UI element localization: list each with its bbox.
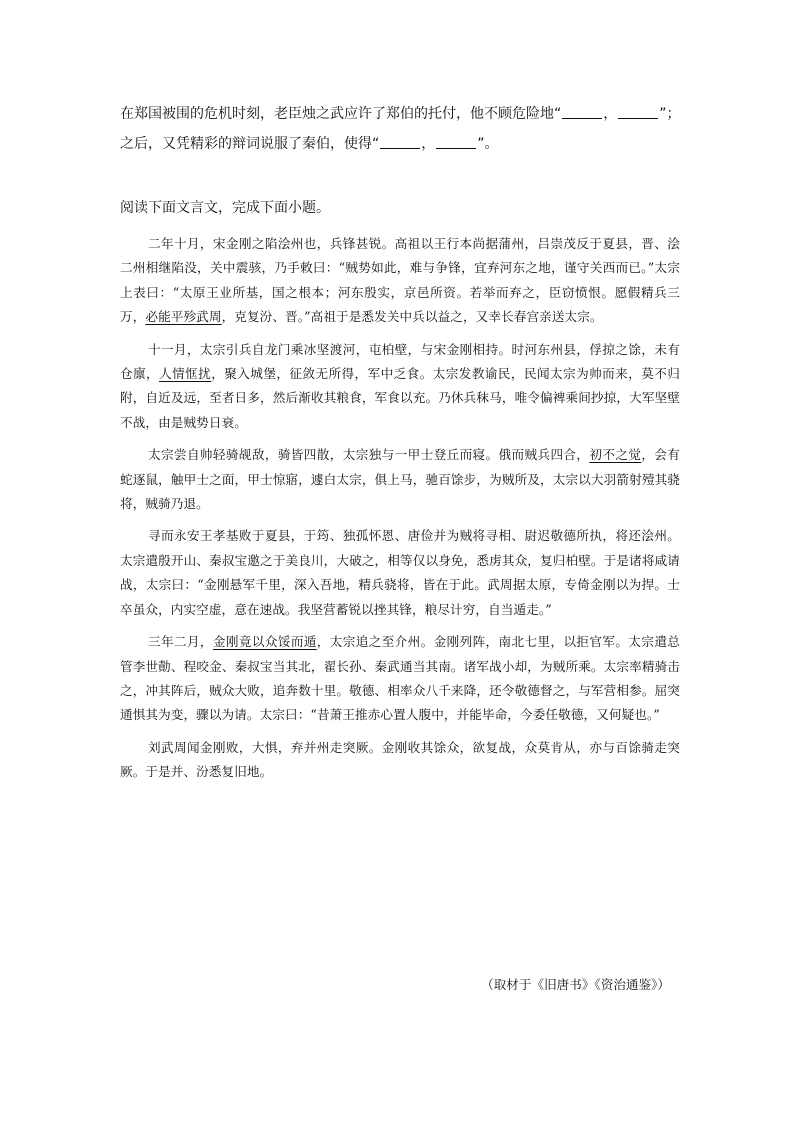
question-line-2-text: 之后，又凭精彩的辩词说服了秦伯，使得“ xyxy=(120,136,380,152)
underlined-phrase-3: 初不之觉 xyxy=(589,447,642,463)
question-line-1-text: 在郑国被围的危机时刻，老臣烛之武应许了郑伯的托付，他不顾危险地“ xyxy=(120,106,562,122)
passage-paragraph-4: 寻而永安王孝基败于夏县，于筠、独孤怀恩、唐俭并为贼将寻相、尉迟敬德所执，将还浍州。太宗遣殷开山、秦叔宝邀之于美良川，大破之，相等仅以身免，悉虏其众，复归柏壁。于是诸将咸请战，太宗曰：“金刚悬军千里，深入吾地，精兵骁将，皆在于此。武周据太原，专倚金刚以为捍。士卒虽众，内实空虚，意在速战。我坚营蓄锐以挫其锋，粮尽计穷，自当遁走。” xyxy=(120,528,680,617)
question-line-2-end: ”。 xyxy=(477,136,499,152)
underlined-phrase-2: 人情恇扰 xyxy=(159,366,212,382)
question-line-1-end: ”； xyxy=(659,106,681,122)
passage-paragraph-6: 刘武周闻金刚败，大惧，弃并州走突厥。金刚收其馀众，欲复战，众莫肯从，亦与百馀骑走突厥。于是并、汾悉复旧地。 xyxy=(120,739,680,780)
classical-chinese-passage xyxy=(120,232,680,793)
reading-instruction: 阅读下面文言文，完成下面小题。 xyxy=(120,200,330,216)
answer-blank-4[interactable] xyxy=(436,135,476,149)
blank-separator: ， xyxy=(421,136,436,152)
passage-paragraph-2: 十一月，太宗引兵自龙门乘冰坚渡河，屯柏壁，与宋金刚相持。时河东州县，俘掠之馀，未有仓廪，人情恇扰，聚入城堡，征敛无所得，军中乏食。太宗发教谕民，民闻太宗为帅而来，莫不归附，自近及远，至者日多，然后渐收其粮食，军食以充。乃休兵秣马，唯令偏裨乘间抄掠，大军坚壁不战，由是贼势日衰。 xyxy=(120,341,680,430)
passage-paragraph-1: 二年十月，宋金刚之陷浍州也，兵锋甚锐。高祖以王行本尚据蒲州，吕崇茂反于夏县，晋、浍二州相继陷没，关中震骇，乃手敕曰：“贼势如此，难与争锋，宜弃河东之地，谨守关西而已。”太宗上表曰：“太原王业所基，国之根本；河东殷实，京邑所资。若举而弃之，臣窃愤恨。愿假精兵三万，必能平殄武周，克复汾、晋。”高祖于是悉发关中兵以益之，又幸长春宫亲送太宗。 xyxy=(120,236,680,325)
answer-blank-3[interactable] xyxy=(380,135,420,149)
passage-paragraph-3: 太宗尝自帅轻骑觇敌，骑皆四散，太宗独与一甲士登丘而寝。俄而贼兵四合，初不之觉，会有蛇逐鼠，触甲士之面，甲士惊寤，遽白太宗，俱上马，驰百馀步，为贼所及，太宗以大羽箭射殪其骁将，贼骑乃退。 xyxy=(120,447,680,512)
answer-blank-2[interactable] xyxy=(618,105,658,119)
passage-paragraph-5: 三年二月，金刚竟以众馁而遁，太宗追之至介州。金刚列阵，南北七里，以拒官军。太宗遣总管李世勣、程咬金、秦叔宝当其北，翟长孙、秦武通当其南。诸军战小却，为贼所乘。太宗率精骑击之，冲其阵后，贼众大败，追奔数十里。敬德、相率众八千来降，还令敬德督之，与军营相参。屈突通惧其为变，骤以为请。太宗曰：“昔萧王推赤心置人腹中，并能毕命，今委任敬德，又何疑也。” xyxy=(120,634,680,723)
fill-blank-question-line-1 xyxy=(120,104,680,124)
answer-blank-1[interactable] xyxy=(562,105,602,119)
source-citation: （取材于《旧唐书》《资治通鉴》） xyxy=(481,977,670,992)
fill-blank-question-line-2 xyxy=(120,134,680,154)
underlined-phrase-1: 必能平殄武周 xyxy=(145,309,222,325)
blank-separator: ， xyxy=(603,106,618,122)
underlined-phrase-4: 金刚竟以众馁而遁 xyxy=(212,634,317,650)
